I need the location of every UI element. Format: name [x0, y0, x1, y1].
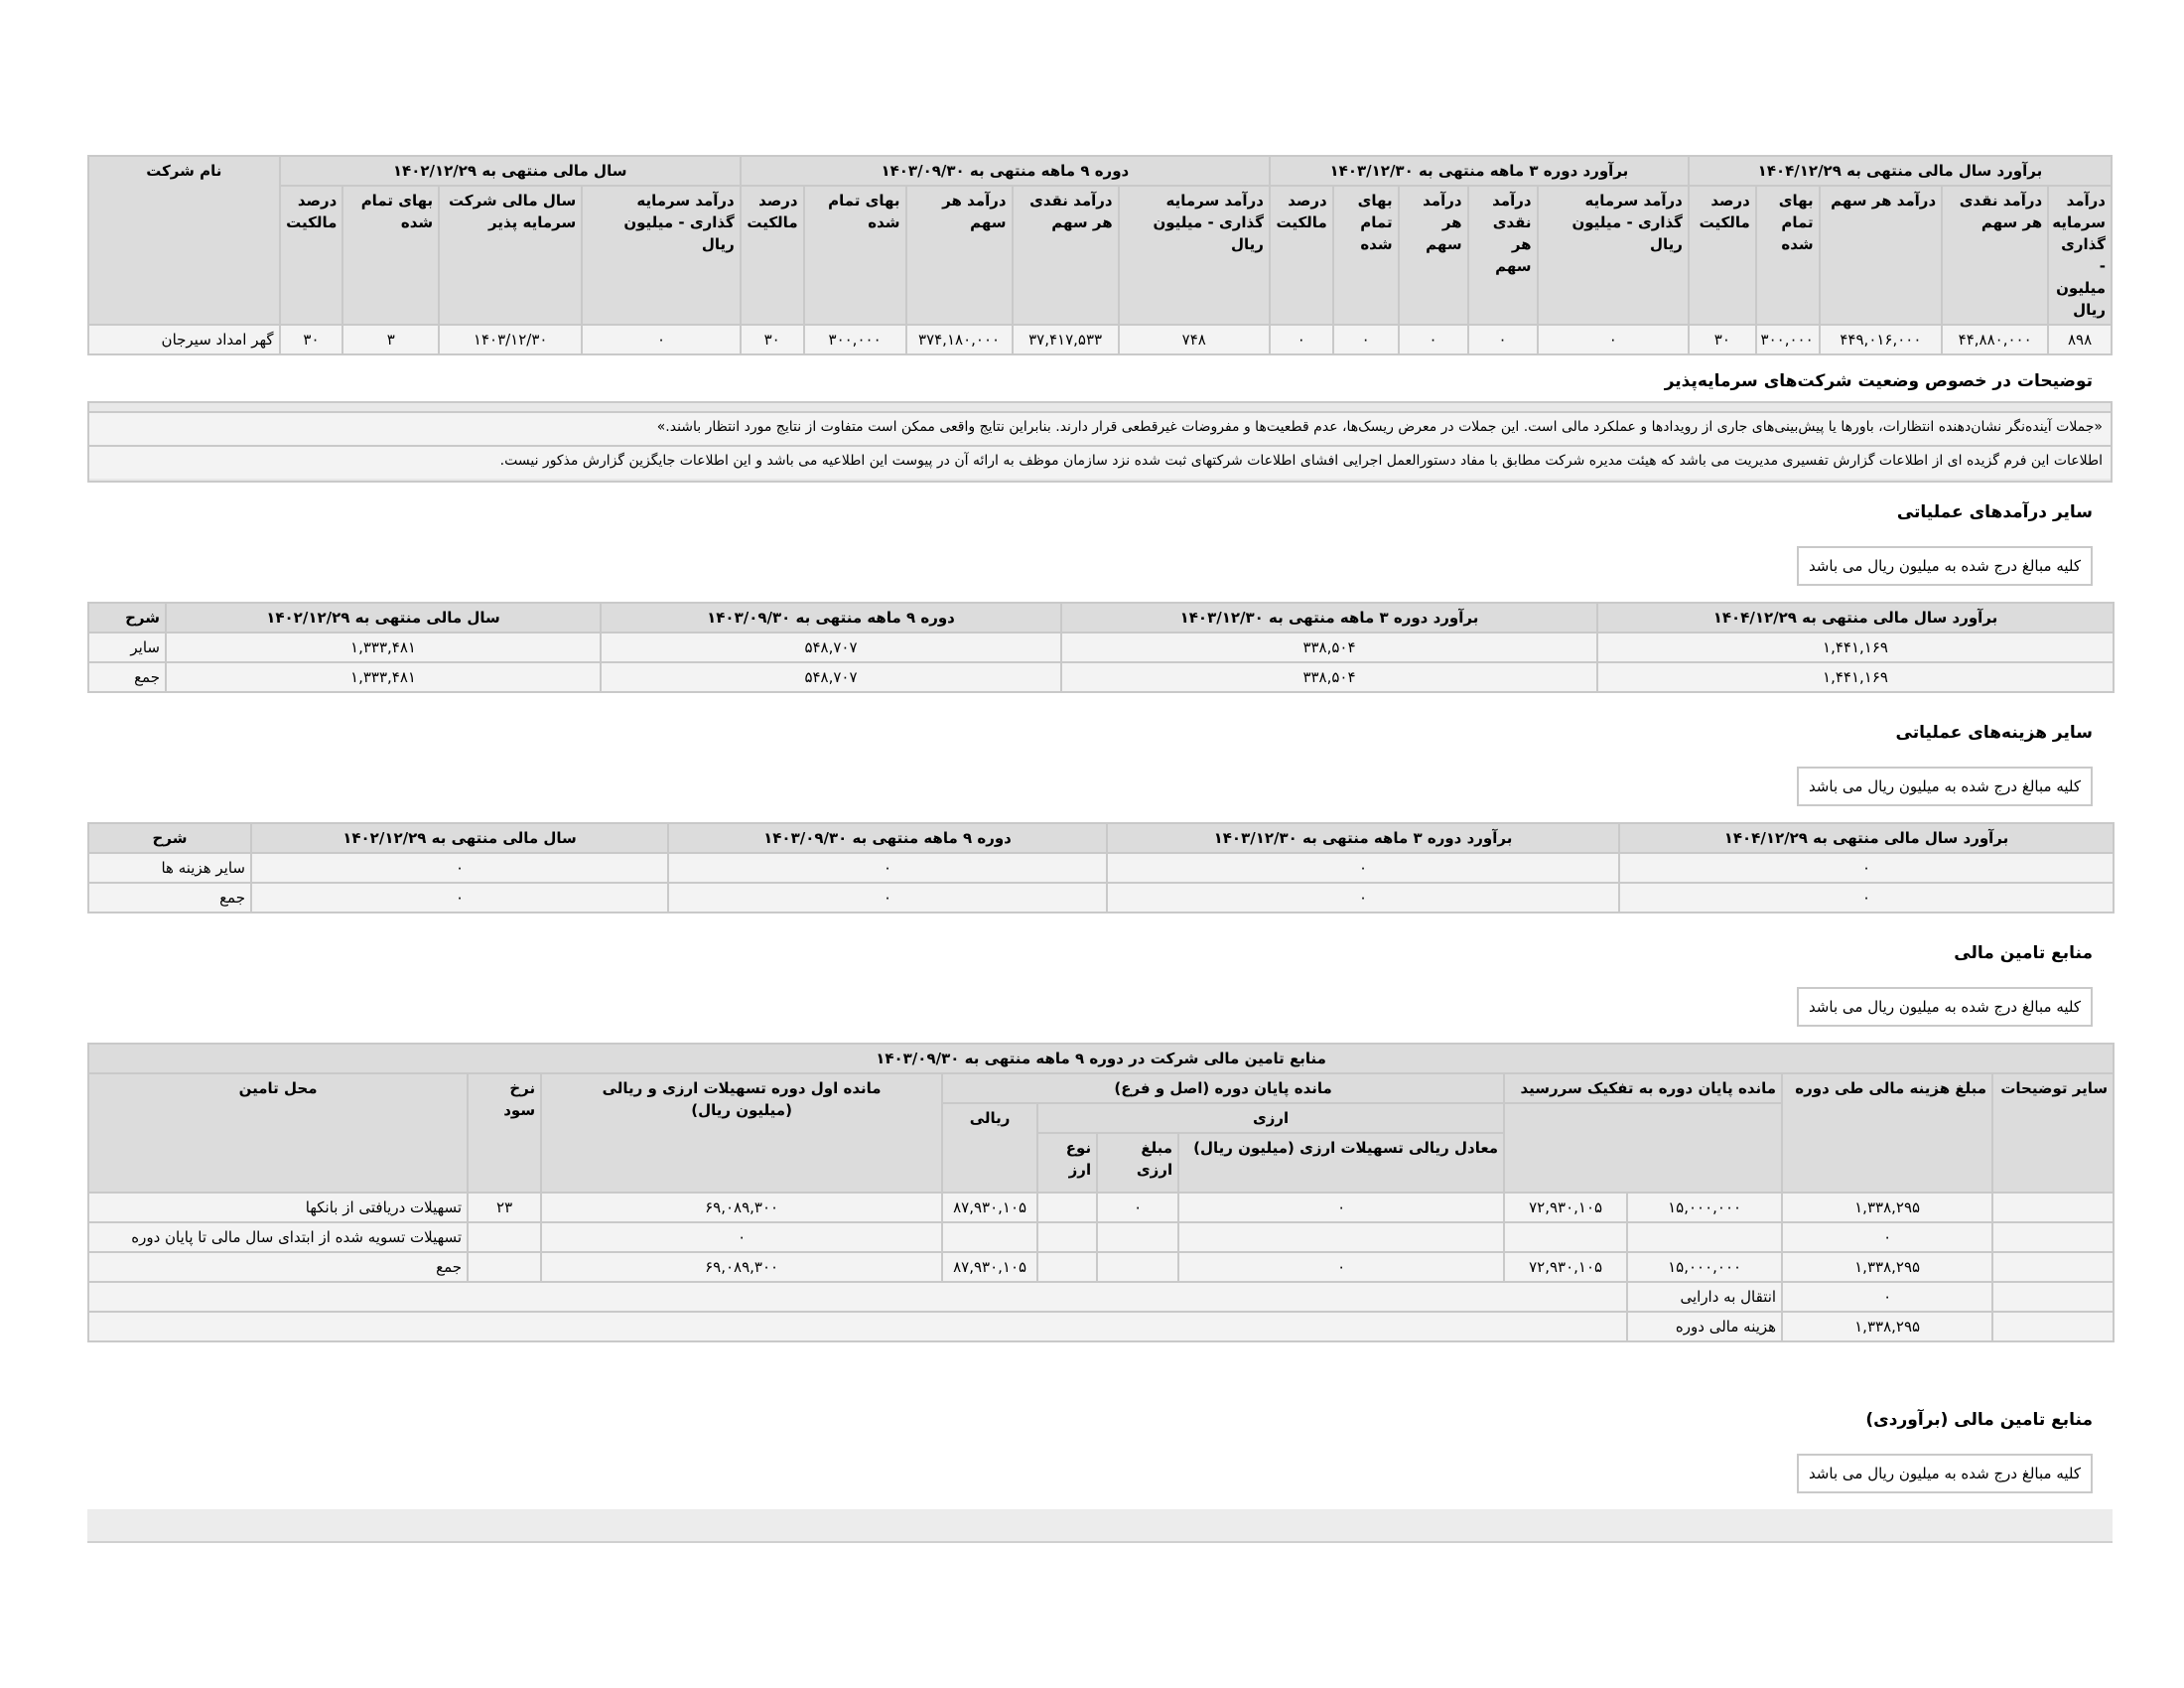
table-cell: ۰ — [1468, 325, 1538, 354]
table-cell: ۰ — [1178, 1252, 1504, 1282]
table-cell — [942, 1222, 1037, 1252]
table-cell: ۶۹,۰۸۹,۳۰۰ — [541, 1193, 942, 1222]
table-cell: ۰ — [1782, 1222, 1992, 1252]
table-cell: ۳۷,۴۱۷,۵۳۳ — [1013, 325, 1119, 354]
column-header: دوره ۹ ماهه منتهی به ۱۴۰۳/۰۹/۳۰ — [601, 603, 1061, 633]
sub-header: درآمد نقدی هر سهم — [1942, 186, 2048, 325]
table-cell: ۰ — [251, 853, 668, 883]
empty-forecast-table — [87, 1509, 2113, 1543]
table-cell: ۰ — [582, 325, 741, 354]
column-header: برآورد سال مالی منتهی به ۱۴۰۴/۱۲/۲۹ — [1619, 823, 2114, 853]
section-heading: توضیحات در خصوص وضعیت شرکت‌های سرمایه‌پذیر — [1664, 371, 2093, 391]
table-cell: ۰ — [1107, 883, 1619, 913]
table-cell: ۷۲,۹۳۰,۱۰۵ — [1504, 1252, 1627, 1282]
table-cell — [1097, 1252, 1178, 1282]
sub-header: درصد مالکیت — [1270, 186, 1333, 325]
table-cell: ۳۰ — [280, 325, 343, 354]
table-row — [88, 1312, 2114, 1341]
column-header: دوره ۹ ماهه منتهی به ۱۴۰۳/۰۹/۳۰ — [668, 823, 1107, 853]
sub-header: درآمد هر سهم — [1820, 186, 1943, 325]
column-header: ریالی — [942, 1103, 1037, 1193]
table-cell: جمع — [88, 662, 166, 692]
table-cell — [1992, 1312, 2114, 1341]
sub-header: بهای تمام شده — [1756, 186, 1820, 325]
unit-note: کلیه مبالغ درج شده به میلیون ریال می باشد — [1797, 1454, 2093, 1493]
table-cell: ۳۰۰,۰۰۰ — [804, 325, 906, 354]
table-cell — [88, 1282, 1627, 1312]
table-cell: ۰ — [251, 883, 668, 913]
table-cell — [468, 1252, 541, 1282]
table-cell: ۶۹,۰۸۹,۳۰۰ — [541, 1252, 942, 1282]
sub-header: سال مالی شرکت سرمایه پذیر — [439, 186, 582, 325]
section-heading: سایر هزینه‌های عملیاتی — [1895, 723, 2093, 743]
column-header: سال مالی منتهی به ۱۴۰۲/۱۲/۲۹ — [166, 603, 601, 633]
investee-group-header: دوره ۹ ماهه منتهی به ۱۴۰۳/۰۹/۳۰ — [741, 156, 1270, 186]
table-cell — [1097, 1222, 1178, 1252]
table-cell: تسهیلات تسویه شده از ابتدای سال مالی تا پایان دوره — [88, 1222, 468, 1252]
table-cell: ۱,۳۳۸,۲۹۵ — [1782, 1193, 1992, 1222]
table-cell: ۰ — [1333, 325, 1399, 354]
table-cell: ۵۴۸,۷۰۷ — [601, 633, 1061, 662]
transfer-value: ۰ — [1782, 1282, 1992, 1312]
sub-header: درصد مالکیت — [1689, 186, 1756, 325]
investee-group-header: سال مالی منتهی به ۱۴۰۲/۱۲/۲۹ — [280, 156, 741, 186]
table-cell — [1992, 1252, 2114, 1282]
table-cell: سایر هزینه ها — [88, 853, 251, 883]
table-cell: ۳ — [342, 325, 439, 354]
table-cell — [1992, 1282, 2114, 1312]
table-cell: ۰ — [668, 883, 1107, 913]
column-header: محل تامین — [88, 1073, 468, 1193]
table-cell — [1037, 1252, 1097, 1282]
unit-note: کلیه مبالغ درج شده به میلیون ریال می باشد — [1797, 546, 2093, 586]
transfer-label: انتقال به دارایی — [1627, 1282, 1782, 1312]
section-heading: منابع تامین مالی — [1954, 943, 2093, 963]
table-cell — [1992, 1193, 2114, 1222]
table-cell — [1504, 1222, 1627, 1252]
sub-header: درآمد نقدی هر سهم — [1013, 186, 1119, 325]
section-heading: سایر درآمدهای عملیاتی — [1896, 502, 2093, 522]
table-cell: ۳۰ — [1689, 325, 1756, 354]
table-cell: ۰ — [1619, 883, 2114, 913]
table-cell: ۱,۴۴۱,۱۶۹ — [1597, 633, 2114, 662]
column-header: مانده اول دوره تسهیلات ارزی و ریالی (میلیون ریال) — [541, 1073, 942, 1193]
sub-header: درآمد سرمایه گذاری - میلیون ریال — [2048, 186, 2112, 325]
column-header: سایر توضیحات — [1992, 1073, 2114, 1193]
table-cell: ۱,۳۳۸,۲۹۵ — [1782, 1252, 1992, 1282]
table-cell: ۳۰ — [741, 325, 804, 354]
table-cell: ۳۳۸,۵۰۴ — [1061, 633, 1597, 662]
other-income-table — [87, 602, 2115, 693]
table-cell — [1037, 1193, 1097, 1222]
table-cell: ۰ — [1270, 325, 1333, 354]
table-cell: ۰ — [1107, 853, 1619, 883]
column-header: مبلغ ارزی — [1097, 1133, 1178, 1193]
table-cell: ۱,۳۳۳,۴۸۱ — [166, 633, 601, 662]
column-header: برآورد سال مالی منتهی به ۱۴۰۴/۱۲/۲۹ — [1597, 603, 2114, 633]
other-expenses-table — [87, 822, 2115, 914]
table-cell: ۴۴,۸۸۰,۰۰۰ — [1942, 325, 2048, 354]
sub-header: درآمد هر سهم — [1399, 186, 1468, 325]
sub-header: درآمد سرمایه گذاری - میلیون ریال — [582, 186, 741, 325]
table-cell: ۸۷,۹۳۰,۱۰۵ — [942, 1193, 1037, 1222]
table-cell: ۳۳۸,۵۰۴ — [1061, 662, 1597, 692]
table-cell — [88, 1312, 1627, 1341]
table-cell: ۱,۴۴۱,۱۶۹ — [1597, 662, 2114, 692]
sub-header: درآمد هر سهم — [906, 186, 1013, 325]
table-row — [88, 325, 2112, 354]
table-cell: ۱۴۰۳/۱۲/۳۰ — [439, 325, 582, 354]
period-cost-value: ۱,۳۳۸,۲۹۵ — [1782, 1312, 1992, 1341]
table-cell: تسهیلات دریافتی از بانکها — [88, 1193, 468, 1222]
company-name-cell: گهر امداد سیرجان — [88, 325, 280, 354]
table-row — [88, 662, 2114, 692]
column-header: نوع ارز — [1037, 1133, 1097, 1193]
notes-box — [87, 401, 2113, 483]
sub-header: درآمد سرمایه گذاری - میلیون ریال — [1119, 186, 1270, 325]
sub-header: درصد مالکیت — [280, 186, 343, 325]
table-cell: ۴۴۹,۰۱۶,۰۰۰ — [1820, 325, 1943, 354]
table-cell: ۱۵,۰۰۰,۰۰۰ — [1627, 1252, 1782, 1282]
maturity-spacer — [1504, 1103, 1782, 1193]
column-header: مانده پایان دوره (اصل و فرع) — [942, 1073, 1504, 1103]
sub-header: بهای تمام شده — [804, 186, 906, 325]
table-cell: ۰ — [1538, 325, 1689, 354]
table-cell — [1627, 1222, 1782, 1252]
column-header: برآورد دوره ۳ ماهه منتهی به ۱۴۰۳/۱۲/۳۰ — [1061, 603, 1597, 633]
disclaimer-note: اطلاعات این فرم گزیده ای از اطلاعات گزارش تفسیری مدیریت می باشد که هیئت مدیره شرکت مطابق با مفاد دستورالعمل اجرایی افشای اطلاعات شرکتهای ثبت شده نزد سازمان موظف به ارائه آن در پیوست این اطلاعیه می باشد و این اطلاعات جایگزین گزارش مذکور نیست. — [89, 445, 2111, 479]
unit-note: کلیه مبالغ درج شده به میلیون ریال می باشد — [1797, 987, 2093, 1027]
table-cell — [1037, 1222, 1097, 1252]
table-cell: ۷۲,۹۳۰,۱۰۵ — [1504, 1193, 1627, 1222]
sub-header: درآمد نقدی هر سهم — [1468, 186, 1538, 325]
company-name-header: نام شرکت — [88, 156, 280, 325]
column-header: مانده پایان دوره به تفکیک سررسید — [1504, 1073, 1782, 1103]
table-cell: ۸۷,۹۳۰,۱۰۵ — [942, 1252, 1037, 1282]
column-header: مبلغ هزینه مالی طی دوره — [1782, 1073, 1992, 1193]
table-cell: جمع — [88, 1252, 468, 1282]
unit-note: کلیه مبالغ درج شده به میلیون ریال می باشد — [1797, 767, 2093, 806]
table-cell: ۰ — [1399, 325, 1468, 354]
table-cell: ۲۳ — [468, 1193, 541, 1222]
table-cell: جمع — [88, 883, 251, 913]
table-cell: سایر — [88, 633, 166, 662]
section-heading: منابع تامین مالی (برآوردی) — [1865, 1410, 2093, 1430]
sub-header: بهای تمام شده — [1333, 186, 1399, 325]
table-cell: ۰ — [541, 1222, 942, 1252]
forward-looking-note: «جملات آینده‌نگر نشان‌دهنده انتظارات، باورها یا پیش‌بینی‌های جاری از رویدادها و عملکرد مالی است. این جملات در معرض ریسک‌ها، عدم قطعیت‌ها و مفروضات غیرقطعی قرار دارند. بنابراین نتایج واقعی ممکن است متفاوت از نتایج مورد انتظار باشند.» — [89, 411, 2111, 445]
table-cell: ۱۵,۰۰۰,۰۰۰ — [1627, 1193, 1782, 1222]
financing-table — [87, 1043, 2115, 1342]
table-row — [88, 1193, 2114, 1222]
table-cell — [1992, 1222, 2114, 1252]
sub-header: درآمد سرمایه گذاری - میلیون ریال — [1538, 186, 1689, 325]
financing-title: منابع تامین مالی شرکت در دوره ۹ ماهه منتهی به ۱۴۰۳/۰۹/۳۰ — [88, 1044, 2114, 1073]
table-row — [88, 633, 2114, 662]
table-row — [88, 1222, 2114, 1252]
table-cell: ۱,۳۳۳,۴۸۱ — [166, 662, 601, 692]
sub-header: درصد مالکیت — [741, 186, 804, 325]
column-header: شرح — [88, 823, 251, 853]
table-cell: ۷۴۸ — [1119, 325, 1270, 354]
table-row — [88, 1252, 2114, 1282]
table-cell: ۰ — [1097, 1193, 1178, 1222]
investee-table — [87, 155, 2113, 355]
period-cost-label: هزینه مالی دوره — [1627, 1312, 1782, 1341]
table-row — [88, 853, 2114, 883]
table-cell: ۳۷۴,۱۸۰,۰۰۰ — [906, 325, 1013, 354]
table-row — [88, 883, 2114, 913]
column-header: شرح — [88, 603, 166, 633]
column-header: ارزی — [1037, 1103, 1504, 1133]
sub-header: بهای تمام شده — [342, 186, 439, 325]
table-cell: ۰ — [668, 853, 1107, 883]
table-row — [88, 1282, 2114, 1312]
table-cell: ۰ — [1619, 853, 2114, 883]
table-cell — [468, 1222, 541, 1252]
table-cell: ۵۴۸,۷۰۷ — [601, 662, 1061, 692]
table-cell: ۸۹۸ — [2048, 325, 2112, 354]
table-cell — [1178, 1222, 1504, 1252]
table-cell: ۰ — [1178, 1193, 1504, 1222]
column-header: سال مالی منتهی به ۱۴۰۲/۱۲/۲۹ — [251, 823, 668, 853]
investee-group-header: برآورد سال مالی منتهی به ۱۴۰۴/۱۲/۲۹ — [1689, 156, 2112, 186]
column-header: نرخ سود — [468, 1073, 541, 1193]
investee-group-header: برآورد دوره ۳ ماهه منتهی به ۱۴۰۳/۱۲/۳۰ — [1270, 156, 1689, 186]
column-header: برآورد دوره ۳ ماهه منتهی به ۱۴۰۳/۱۲/۳۰ — [1107, 823, 1619, 853]
table-cell: ۳۰۰,۰۰۰ — [1756, 325, 1820, 354]
column-header: معادل ریالی تسهیلات ارزی (میلیون ریال) — [1178, 1133, 1504, 1193]
